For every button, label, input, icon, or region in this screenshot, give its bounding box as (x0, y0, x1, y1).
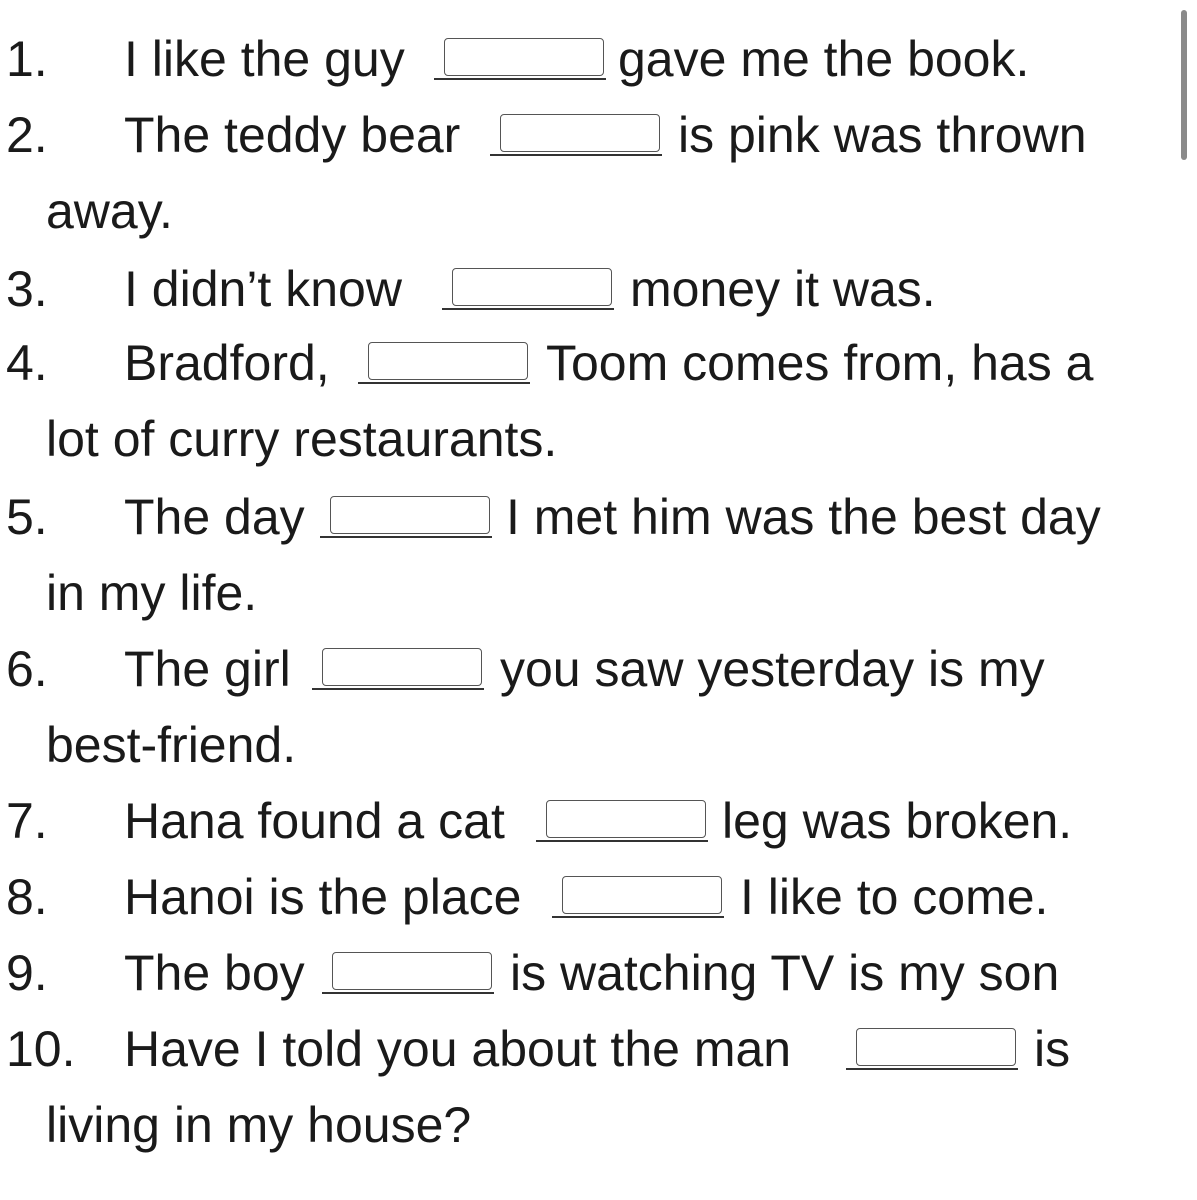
question-2 (0, 100, 1197, 170)
vertical-scrollbar[interactable] (1181, 10, 1187, 160)
question-text-before: Have I told you about the man (124, 1021, 792, 1077)
question-6 (0, 634, 1197, 704)
question-number: 3. (6, 261, 48, 317)
blank-underline (442, 308, 614, 310)
answer-input-10[interactable] (856, 1028, 1016, 1066)
question-5-continuation (0, 558, 1197, 628)
question-number: 4. (6, 335, 48, 391)
question-number: 5. (6, 489, 48, 545)
answer-input-7[interactable] (546, 800, 706, 838)
blank-underline (312, 688, 484, 690)
question-text-before: Hanoi is the place (124, 869, 522, 925)
answer-input-6[interactable] (322, 648, 482, 686)
question-text-after: you saw yesterday is my (500, 641, 1045, 697)
answer-blank-5[interactable] (320, 482, 500, 552)
question-number: 6. (6, 641, 48, 697)
question-10 (0, 1014, 1197, 1084)
question-2-continuation (0, 176, 1197, 246)
question-number: 7. (6, 793, 48, 849)
answer-input-9[interactable] (332, 952, 492, 990)
question-text-after: I like to come. (740, 869, 1049, 925)
question-text-after: gave me the book. (618, 31, 1030, 87)
question-text-continuation: living in my house? (46, 1097, 472, 1153)
blank-underline (320, 536, 492, 538)
question-text-before: The teddy bear (124, 107, 461, 163)
question-text-after: is watching TV is my son (510, 945, 1060, 1001)
answer-input-3[interactable] (452, 268, 612, 306)
question-4 (0, 328, 1197, 398)
question-number: 1. (6, 31, 48, 87)
answer-blank-3[interactable] (442, 254, 622, 324)
question-text-before: I didn’t know (124, 261, 402, 317)
question-10-continuation (0, 1090, 1197, 1160)
question-1 (0, 24, 1197, 94)
answer-blank-6[interactable] (312, 634, 492, 704)
question-number: 8. (6, 869, 48, 925)
question-text-continuation: lot of curry restaurants. (46, 411, 558, 467)
question-text-continuation: in my life. (46, 565, 258, 621)
answer-input-1[interactable] (444, 38, 604, 76)
question-number: 10. (6, 1021, 76, 1077)
blank-underline (536, 840, 708, 842)
question-text-before: Hana found a cat (124, 793, 505, 849)
answer-blank-7[interactable] (536, 786, 716, 856)
blank-underline (552, 916, 724, 918)
answer-input-4[interactable] (368, 342, 528, 380)
question-4-continuation (0, 404, 1197, 474)
answer-blank-2[interactable] (490, 100, 670, 170)
question-9 (0, 938, 1197, 1008)
question-number: 9. (6, 945, 48, 1001)
question-8 (0, 862, 1197, 932)
question-text-before: The boy (124, 945, 305, 1001)
answer-input-2[interactable] (500, 114, 660, 152)
question-text-continuation: away. (46, 183, 173, 239)
question-text-after: I met him was the best day (506, 489, 1101, 545)
question-text-after: money it was. (630, 261, 936, 317)
answer-blank-1[interactable] (434, 24, 614, 94)
answer-input-8[interactable] (562, 876, 722, 914)
blank-underline (358, 382, 530, 384)
question-text-before: I like the guy (124, 31, 405, 87)
question-number: 2. (6, 107, 48, 163)
question-text-after: leg was broken. (722, 793, 1073, 849)
answer-input-5[interactable] (330, 496, 490, 534)
question-text-before: Bradford, (124, 335, 330, 391)
answer-blank-8[interactable] (552, 862, 732, 932)
answer-blank-10[interactable] (846, 1014, 1026, 1084)
answer-blank-9[interactable] (322, 938, 502, 1008)
question-text-continuation: best-friend. (46, 717, 297, 773)
blank-underline (322, 992, 494, 994)
question-text-after: Toom comes from, has a (546, 335, 1094, 391)
question-7 (0, 786, 1197, 856)
blank-underline (846, 1068, 1018, 1070)
question-text-before: The girl (124, 641, 291, 697)
question-text-before: The day (124, 489, 305, 545)
question-text-after: is (1034, 1021, 1071, 1077)
question-text-after: is pink was thrown (678, 107, 1087, 163)
answer-blank-4[interactable] (358, 328, 538, 398)
blank-underline (434, 78, 606, 80)
question-5 (0, 482, 1197, 552)
question-3 (0, 254, 1197, 324)
blank-underline (490, 154, 662, 156)
question-6-continuation (0, 710, 1197, 780)
